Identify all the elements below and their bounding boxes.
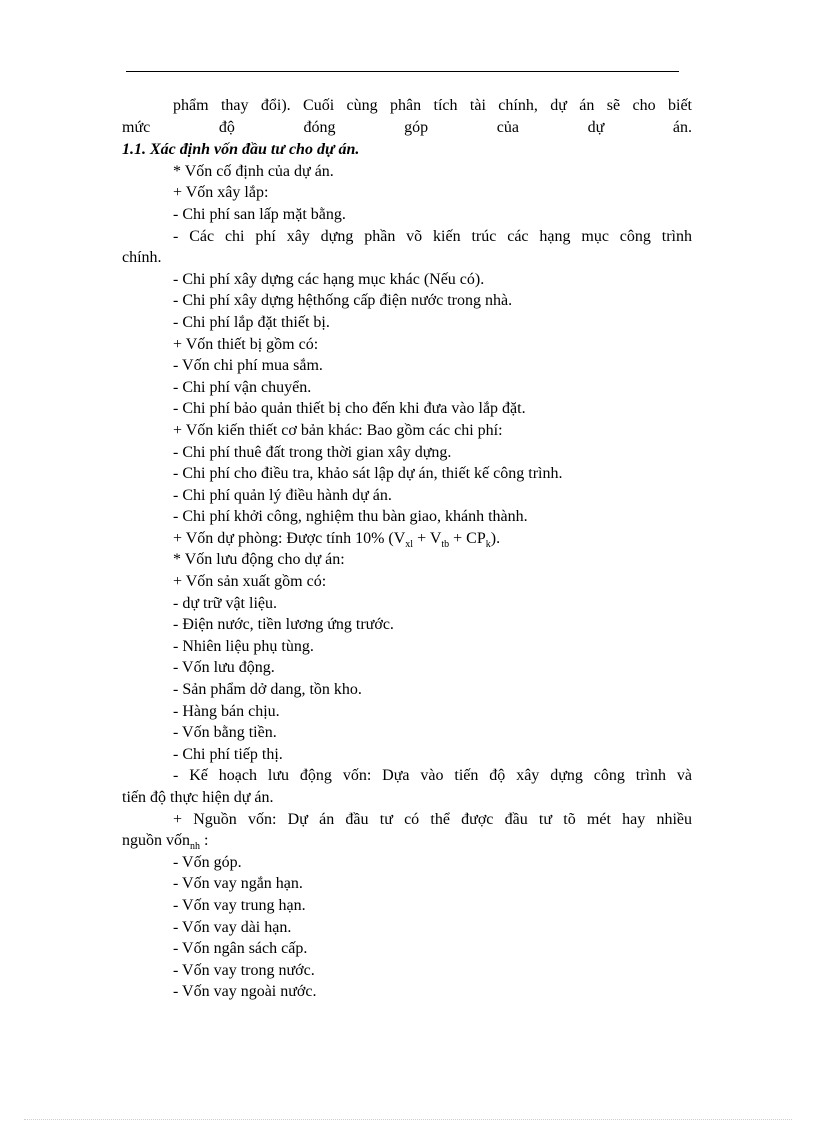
- capital-source-sub: nh: [190, 841, 200, 853]
- capital-source-line-1: + Nguồn vốn: Dự án đầu tư có thể được đầu tư tõ mét hay nhiều: [173, 810, 692, 828]
- working-capital-list: [122, 549, 692, 765]
- list-item: - Vốn vay trong nước.: [173, 961, 315, 979]
- list-item: - Chi phí cho điều tra, khảo sát lập dự án, thiết kế công trình.: [173, 465, 563, 483]
- list-item: - Chi phí xây dựng hệthống cấp điện nước trong nhà.: [173, 292, 513, 310]
- reserve-sub-tb: tb: [441, 539, 450, 551]
- section-heading: 1.1. Xác định vốn đầu tư cho dự án.: [122, 141, 360, 159]
- capital-source-line-2: [122, 830, 692, 852]
- reserve-capital-line: [122, 528, 692, 550]
- document-body: [122, 95, 692, 1003]
- intro-line-2: mức độ đóng góp của dự án.: [122, 118, 692, 136]
- list-item: - Vốn vay ngoài nước.: [173, 983, 317, 1001]
- list-item: - Chi phí khởi công, nghiệm thu bàn giao, khánh thành.: [173, 508, 528, 526]
- capital-plan-line-1: - Kế hoạch lưu động vốn: Dựa vào tiến độ xây dựng công trình và: [173, 767, 692, 785]
- list-item: - Chi phí bảo quản thiết bị cho đến khi đưa vào lắp đặt.: [173, 400, 526, 418]
- list-item: - Hàng bán chịu.: [173, 702, 280, 720]
- list-item: - Vốn vay trung hạn.: [173, 896, 306, 914]
- reserve-text: ).: [490, 529, 501, 547]
- capital-source-text: :: [200, 832, 209, 850]
- list-item: - Nhiên liệu phụ tùng.: [173, 637, 314, 655]
- capital-source-list: [122, 852, 692, 1003]
- intro-line-1: phẩm thay đổi). Cuối cùng phân tích tài chính, dự án sẽ cho biết: [173, 97, 692, 114]
- list-item: - Chi phí xây dựng các hạng mục khác (Nếu có).: [173, 270, 485, 288]
- list-item: - dự trữ vật liệu.: [173, 594, 277, 612]
- list-item: - Chi phí tiếp thị.: [173, 745, 283, 763]
- list-item: + Vốn sản xuất gồm có:: [173, 573, 327, 591]
- reserve-text: + CP: [449, 529, 486, 547]
- capital-source-text: nguồn vốn: [122, 832, 190, 850]
- list-item: - Vốn lưu động.: [173, 659, 275, 677]
- list-item: + Vốn kiến thiết cơ bản khác: Bao gồm các chi phí:: [173, 421, 503, 439]
- header-rule: [126, 71, 679, 72]
- cost-list: [122, 269, 692, 528]
- list-item: - Vốn góp.: [173, 853, 242, 871]
- reserve-text: + V: [413, 529, 442, 547]
- list-item: - Vốn bằng tiền.: [173, 724, 277, 742]
- list-item: - Chi phí thuê đất trong thời gian xây dựng.: [173, 443, 452, 461]
- list-item: + Vốn xây lắp:: [173, 184, 269, 202]
- fixed-capital-list: [122, 161, 692, 226]
- list-item: - Chi phí lắp đặt thiết bị.: [173, 313, 330, 331]
- list-item: - Chi phí quản lý điều hành dự án.: [173, 486, 392, 504]
- list-item: + Vốn thiết bị gồm có:: [173, 335, 319, 353]
- reserve-text: + Vốn dự phòng: Được tính 10% (V: [173, 529, 406, 547]
- list-item: - Vốn vay dài hạn.: [173, 918, 292, 936]
- footer-dotted-rule: [24, 1119, 792, 1120]
- list-item: - Chi phí san lấp mặt bằng.: [173, 205, 346, 223]
- list-item: * Vốn lưu động cho dự án:: [173, 551, 345, 569]
- list-item: - Vốn ngân sách cấp.: [173, 940, 308, 958]
- reserve-sub-xl: xl: [405, 539, 414, 551]
- capital-plan-line-2: tiến độ thực hiện dự án.: [122, 789, 274, 806]
- construction-item-line-1: - Các chi phí xây dựng phần võ kiến trúc các hạng mục công trình: [173, 227, 692, 245]
- reserve-sub-k: k: [485, 539, 491, 551]
- list-item: - Điện nước, tiền lương ứng trước.: [173, 616, 394, 634]
- construction-item-line-2: chính.: [122, 249, 162, 267]
- list-item: - Chi phí vận chuyển.: [173, 378, 312, 396]
- list-item: - Sản phẩm dở dang, tồn kho.: [173, 681, 362, 699]
- list-item: * Vốn cố định của dự án.: [173, 162, 334, 180]
- list-item: - Vốn chi phí mua sắm.: [173, 357, 323, 375]
- list-item: - Vốn vay ngắn hạn.: [173, 875, 303, 893]
